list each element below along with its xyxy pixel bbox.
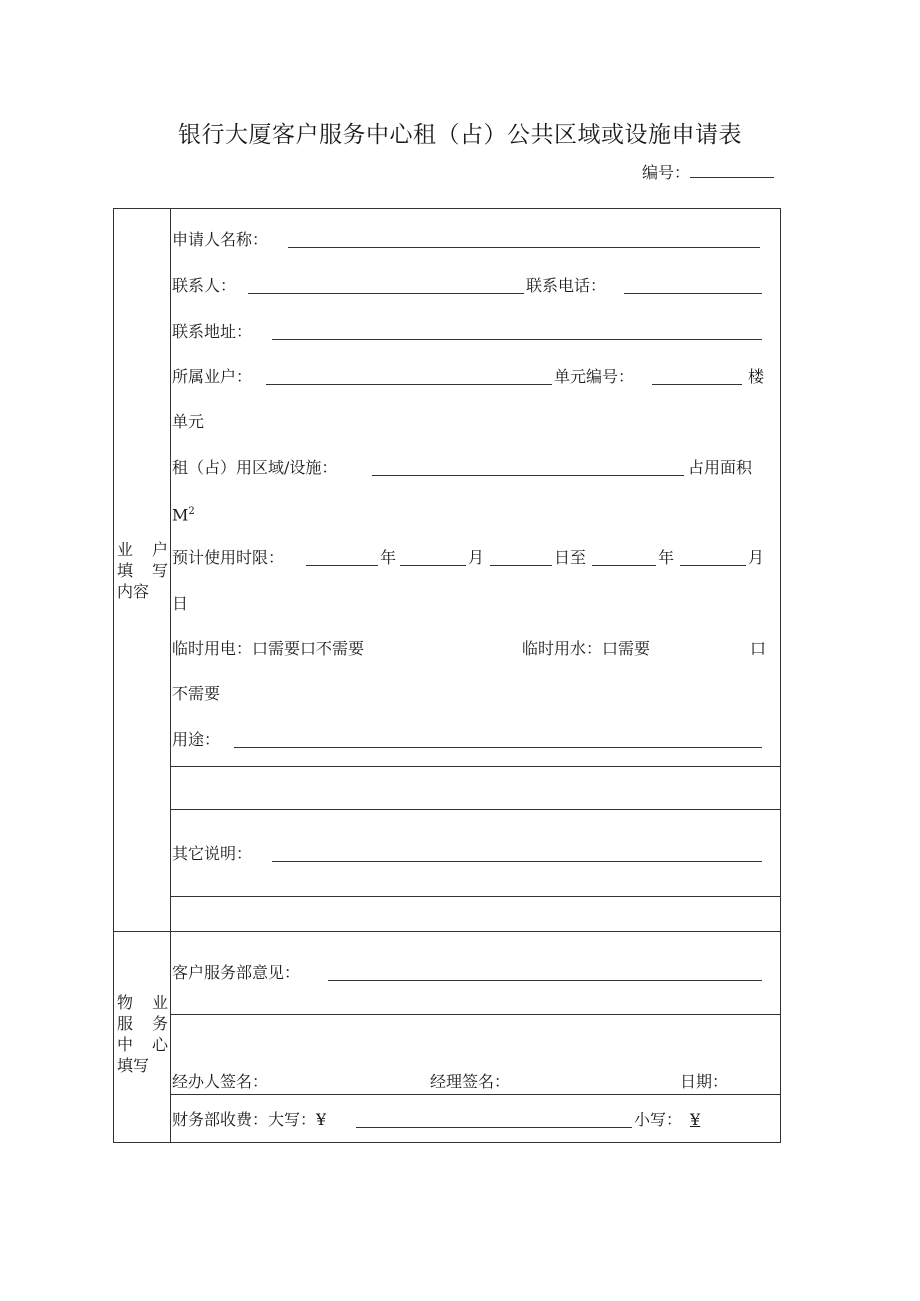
doc-number-field[interactable] [690,163,774,178]
manager-sign-label: 经理签名： [430,1072,511,1091]
year-label-2: 年 [658,548,675,567]
area-unit-exponent: 2 [188,506,195,517]
area-unit-label: M [172,505,189,525]
label-char: 务 [151,1014,168,1033]
amount-small-label: 小写： [634,1110,683,1129]
day-label-2: 日 [172,594,189,613]
start-day-field[interactable] [490,565,552,566]
row-divider [170,1094,780,1095]
label-char: 业 [151,993,168,1012]
label-char: 业 [117,540,134,559]
amount-words-field[interactable] [356,1127,632,1128]
utilities-row [172,638,767,660]
contact-address-field[interactable] [272,339,762,340]
owner-unit-field[interactable] [266,384,552,385]
column-divider [170,209,171,1142]
form-title: 银行大厦客户服务中心租（占）公共区域或设施申请表 [178,122,742,148]
date-label: 日期： [680,1072,729,1091]
start-month-field[interactable] [400,565,466,566]
row-divider [170,809,780,810]
label-char: 心 [151,1035,168,1054]
year-label-1: 年 [380,548,397,567]
applicant-name-label: 申请人名称： [172,230,269,249]
contact-phone-field[interactable] [624,293,762,294]
start-year-field[interactable] [306,565,378,566]
finance-label: 财务部收费：大写：¥ [172,1110,327,1129]
finance-row [172,1109,762,1131]
unit-no-field[interactable] [652,384,742,385]
contact-person-label: 联系人： [172,276,237,295]
label-char: 写 [151,561,168,580]
section-divider [114,931,780,932]
amount-small-field[interactable]: ¥ [690,1110,701,1129]
address-row [172,321,762,343]
contact-row [172,275,762,297]
contact-person-field[interactable] [248,293,524,294]
temp-power-options[interactable]: 临时用电：口需要口不需要 [172,639,365,658]
row-divider [170,896,780,897]
handler-sign-label: 经办人签名： [172,1072,269,1091]
label-char: 内容 [117,582,150,601]
usage-period-row [172,547,765,569]
floor-label: 楼 [748,367,765,386]
unit-label: 单元 [172,412,205,431]
contact-phone-label: 联系电话： [526,276,607,295]
other-notes-row [172,843,762,865]
cs-opinion-row [172,962,762,984]
month-label-1: 月 [468,548,485,567]
cs-opinion-field[interactable] [328,980,762,981]
label-char: 服 [117,1014,134,1033]
contact-address-label: 联系地址： [172,322,253,341]
end-month-field[interactable] [680,565,746,566]
occupied-area-label: 占用面积 [688,458,753,477]
property-section-label [114,992,170,1076]
end-day-row [172,593,762,615]
owner-unit-row [172,366,765,388]
label-char: 填写 [117,1056,150,1075]
rent-area-label: 租（占）用区域/设施： [172,458,338,477]
cs-opinion-label: 客户服务部意见： [172,963,301,982]
applicant-name-field[interactable] [288,247,760,248]
other-notes-field[interactable] [272,861,762,862]
purpose-row [172,729,762,751]
signature-row [172,1071,762,1093]
other-notes-label: 其它说明： [172,844,253,863]
owner-unit-label: 所属业户： [172,367,253,386]
end-year-field[interactable] [592,565,656,566]
temp-water-options[interactable]: 临时用水：口需要 [522,639,651,658]
owner-section-label [114,539,170,602]
row-divider [170,766,780,767]
unit-row [172,411,762,433]
usage-period-label: 预计使用时限： [172,548,285,567]
label-char: 户 [151,540,168,559]
water-not-needed-label: 不需要 [172,684,221,703]
area-unit-row [172,501,762,526]
utilities-row-cont [172,683,762,705]
label-char: 填 [117,561,134,580]
label-char: 中 [117,1035,134,1054]
doc-number [642,160,774,183]
unit-no-label: 单元编号： [554,367,635,386]
rent-area-row [172,457,762,479]
row-divider [170,1014,780,1015]
water-not-needed-checkbox[interactable]: 口 [750,639,767,658]
purpose-field[interactable] [234,747,762,748]
application-form [113,208,781,1143]
rent-area-field[interactable] [372,475,684,476]
doc-number-label: 编号： [642,163,691,182]
label-char: 物 [117,993,134,1012]
purpose-label: 用途： [172,730,221,749]
applicant-name-row [172,229,762,251]
day-to-label: 日至 [554,548,587,567]
month-label-2: 月 [748,548,765,567]
